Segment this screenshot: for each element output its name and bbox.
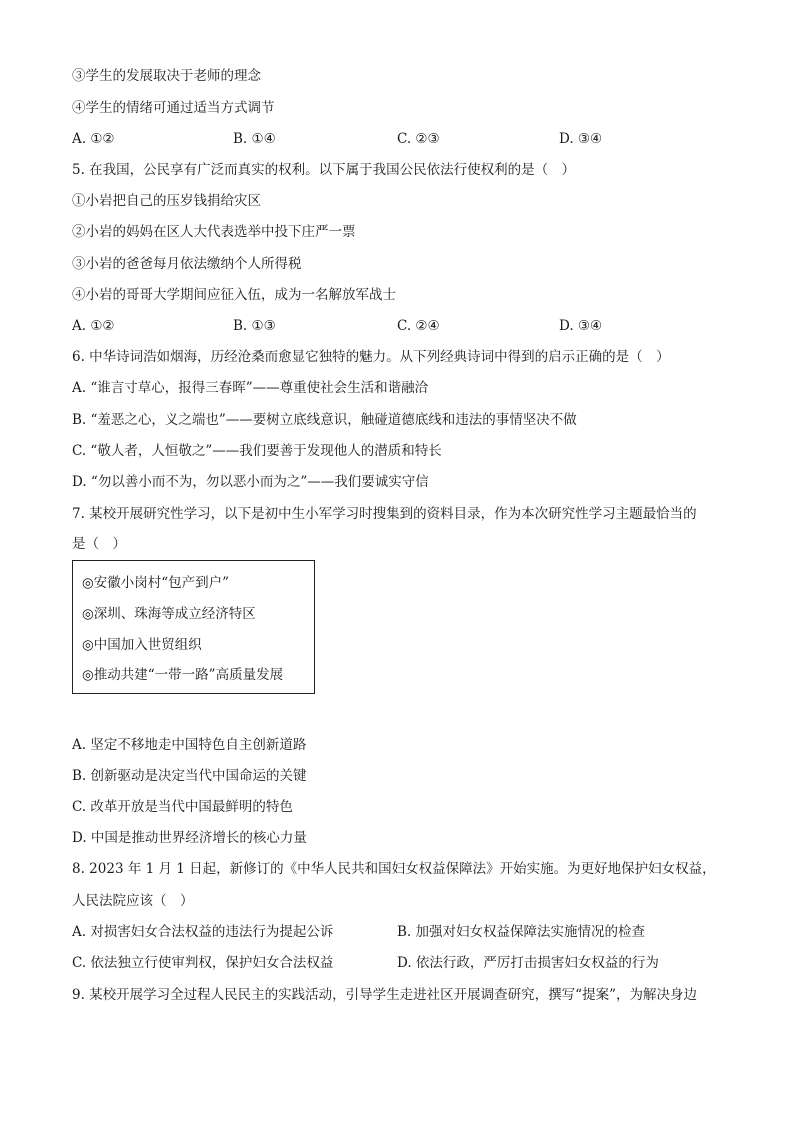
q7-option-d: D. 中国是推动世界经济增长的核心力量 <box>72 830 307 846</box>
q7-box-item: ◎深圳、珠海等成立经济特区 <box>82 606 256 622</box>
q7-option-b: B. 创新驱动是决定当代中国命运的关键 <box>72 768 307 784</box>
q8-option-b: B. 加强对妇女权益保障法实施情况的检查 <box>397 924 646 940</box>
q7-box-item: ◎中国加入世贸组织 <box>82 637 202 653</box>
q7-stem-line-1: 7. 某校开展研究性学习，以下是初中生小军学习时搜集到的资料目录，作为本次研究性学习主题最恰当的 <box>72 506 697 522</box>
q7-option-c: C. 改革开放是当代中国最鲜明的特色 <box>72 799 293 815</box>
q6-option-b: B. “羞恶之心，义之端也”——要树立底线意识，触碰道德底线和违法的事情坚决不做 <box>72 412 577 428</box>
q6-option-d: D. “勿以善小而不为，勿以恶小而为之”——我们要诚实守信 <box>72 474 429 490</box>
q7-option-a: A. 坚定不移地走中国特色自主创新道路 <box>72 737 307 753</box>
q4-option-b: B. ①④ <box>233 131 276 147</box>
q5-option-c: C. ②④ <box>397 318 440 334</box>
q5-item-1: ①小岩把自己的压岁钱捐给灾区 <box>72 193 261 209</box>
q7-box-item: ◎推动共建“一带一路”高质量发展 <box>82 667 284 683</box>
q5-option-d: D. ③④ <box>559 318 603 334</box>
q5-option-a: A. ①② <box>72 318 115 334</box>
q4-item-3: ③学生的发展取决于老师的理念 <box>72 68 261 84</box>
q8-option-a: A. 对损害妇女合法权益的违法行为提起公诉 <box>72 924 334 940</box>
q4-option-c: C. ②③ <box>397 131 440 147</box>
q5-option-b: B. ①③ <box>233 318 276 334</box>
q7-material-box <box>72 560 315 694</box>
q8-option-d: D. 依法行政，严厉打击损害妇女权益的行为 <box>397 955 659 971</box>
q4-item-4: ④学生的情绪可通过适当方式调节 <box>72 100 275 116</box>
q6-option-c: C. “敬人者，人恒敬之”——我们要善于发现他人的潜质和特长 <box>72 443 442 459</box>
q6-option-a: A. “谁言寸草心，报得三春晖”——尊重使社会生活和谐融洽 <box>72 380 429 396</box>
q7-stem-line-2: 是（ ） <box>72 536 126 552</box>
q5-item-3: ③小岩的爸爸每月依法缴纳个人所得税 <box>72 256 302 272</box>
q7-box-item: ◎安徽小岗村“包产到户” <box>82 575 230 591</box>
q4-option-d: D. ③④ <box>559 131 603 147</box>
q8-stem-line-1: 8. 2023 年 1 月 1 日起，新修订的《中华人民共和国妇女权益保障法》开始实施。为更好地保护妇女权益， <box>72 861 716 877</box>
q5-item-2: ②小岩的妈妈在区人大代表选举中投下庄严一票 <box>72 224 356 240</box>
q5-item-4: ④小岩的哥哥大学期间应征入伍，成为一名解放军战士 <box>72 287 396 303</box>
q8-option-c: C. 依法独立行使审判权，保护妇女合法权益 <box>72 955 334 971</box>
q6-stem: 6. 中华诗词浩如烟海，历经沧桑而愈显它独特的魅力。从下列经典诗词中得到的启示正确的是（ ） <box>72 349 670 365</box>
q8-stem-line-2: 人民法院应该（ ） <box>72 893 194 909</box>
q5-stem: 5. 在我国，公民享有广泛而真实的权利。以下属于我国公民依法行使权利的是（ ） <box>72 162 576 178</box>
q4-option-a: A. ①② <box>72 131 115 147</box>
q9-stem-line-1: 9. 某校开展学习全过程人民民主的实践活动，引导学生走进社区开展调查研究，撰写“提案”，为解决身边 <box>72 987 697 1003</box>
